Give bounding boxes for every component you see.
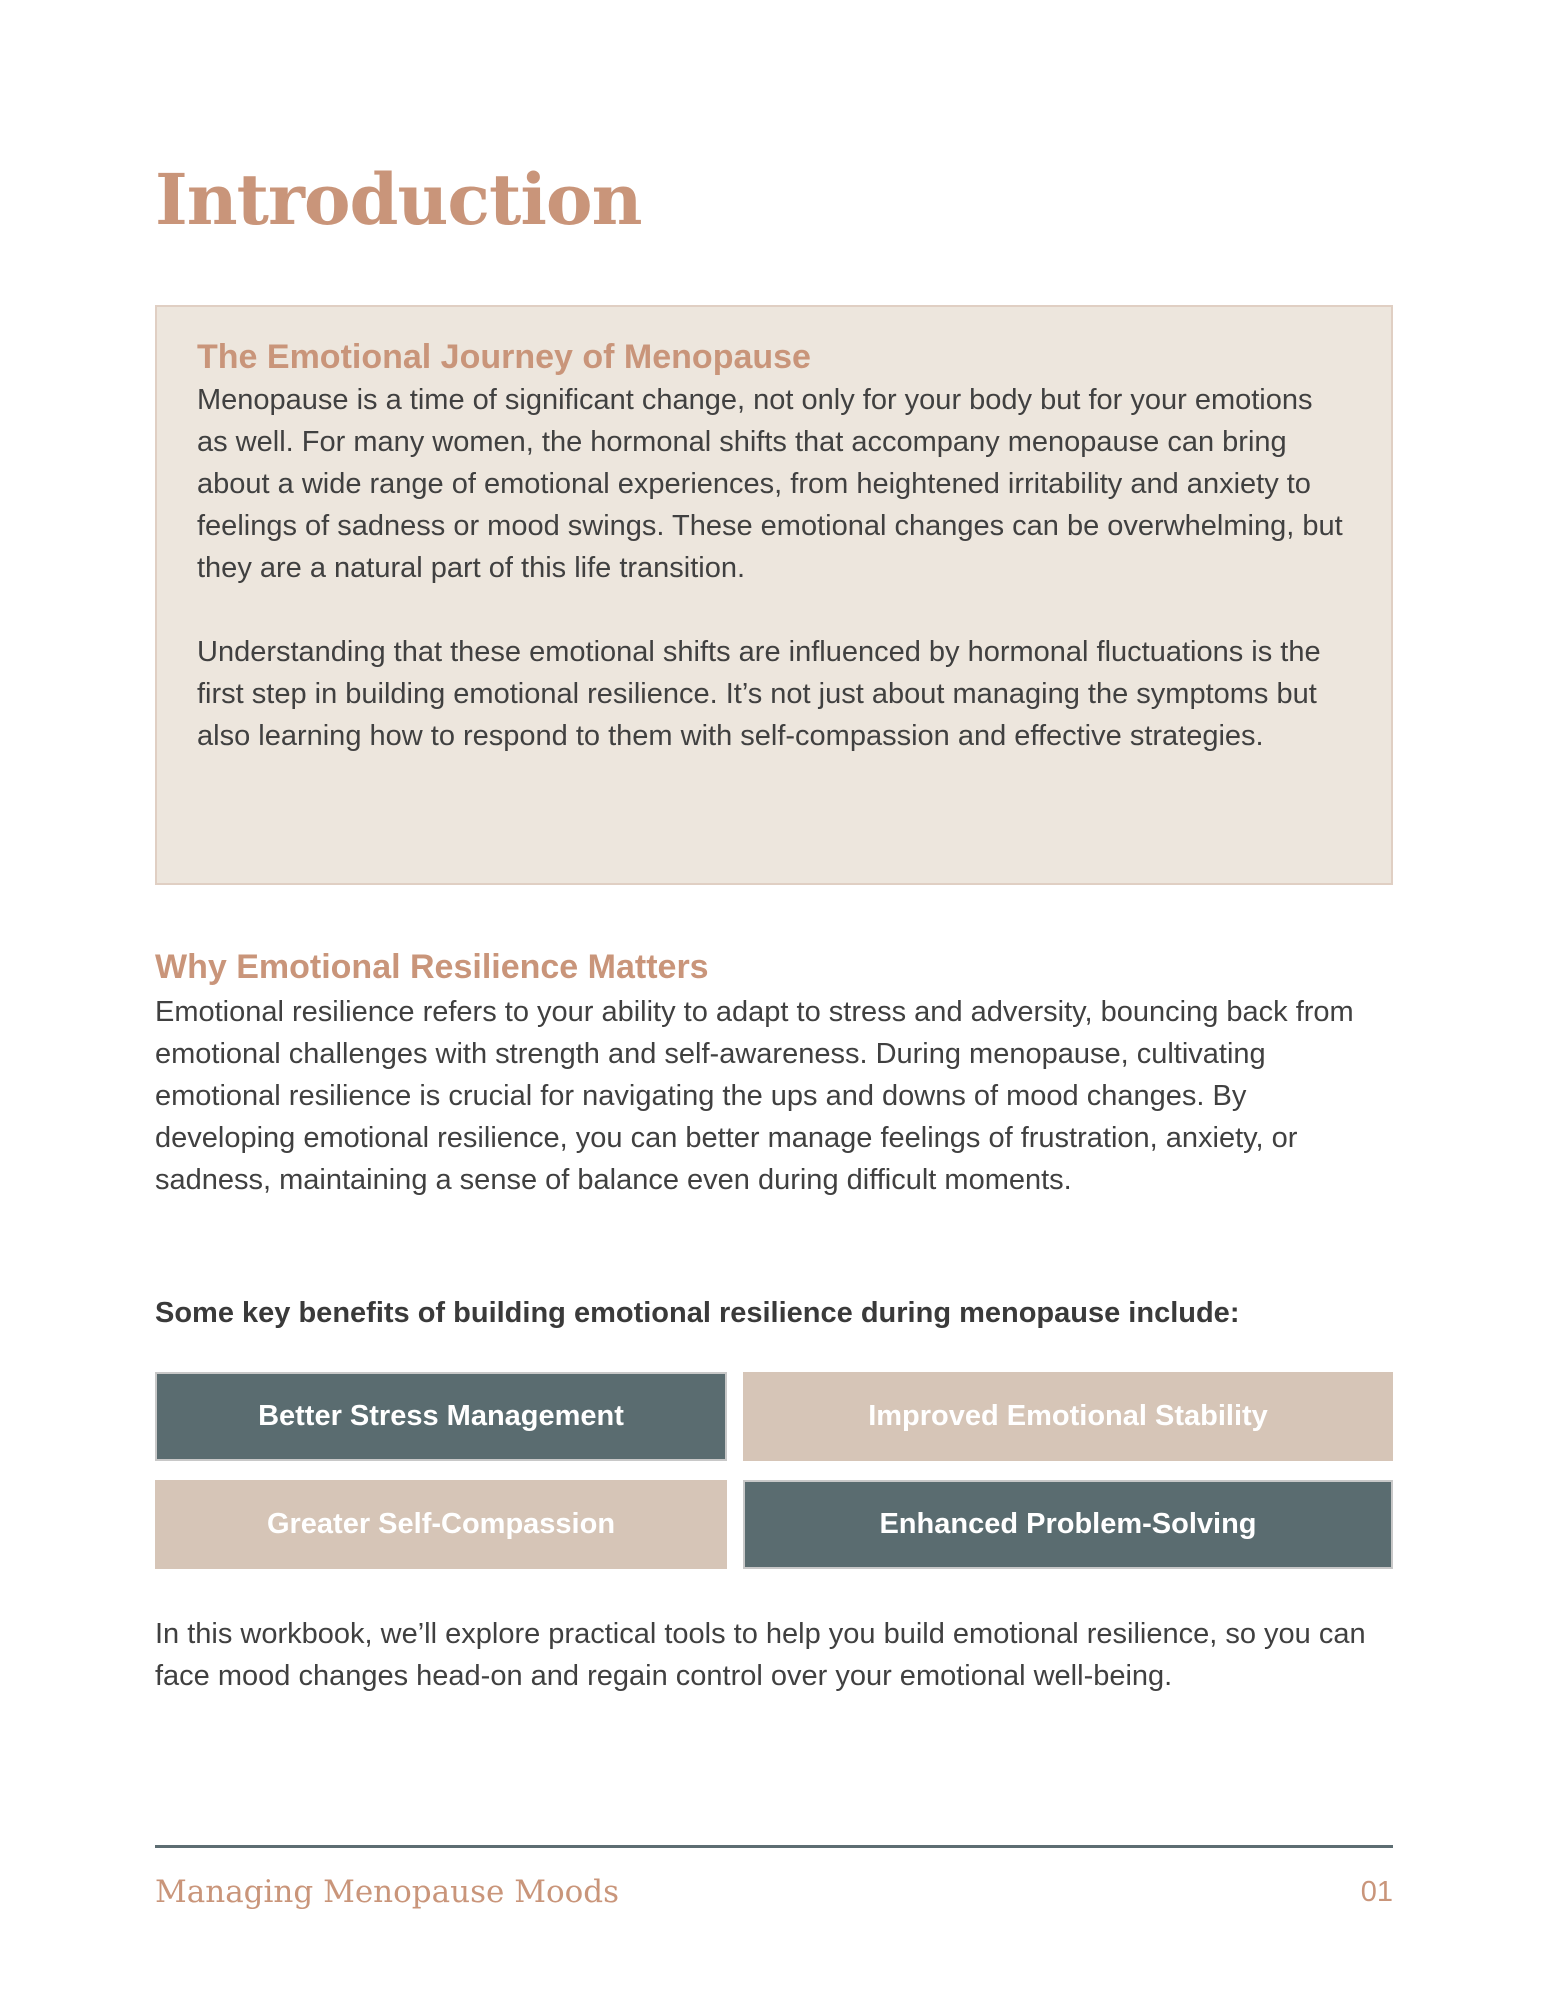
why-resilience-section: [155, 945, 1393, 1201]
footer-page-number: 01: [1360, 1876, 1393, 1908]
intro-paragraph-2: Understanding that these emotional shifts are influenced by hormonal fluctuations is the first step in building emotional resilience. It’s not just about managing the symptoms but also learning how to respond to them with self-compassion and effective strategies.: [197, 636, 1321, 752]
footer-document-title: Managing Menopause Moods: [155, 1874, 620, 1910]
why-section-heading: Why Emotional Resilience Matters: [155, 948, 709, 986]
why-section-paragraph: Emotional resilience refers to your ability to adapt to stress and adversity, bouncing back from emotional challenges with strength and self-awareness. During menopause, cultivating emotional resilience is crucial for navigating the ups and downs of mood changes. By developing emotional resilience, you can better manage feelings of frustration, anxiety, or sadness, maintaining a sense of balance even during difficult moments.: [155, 996, 1354, 1196]
benefit-tile-problem-solving: Enhanced Problem-Solving: [743, 1480, 1393, 1569]
intro-callout-box: [155, 305, 1393, 885]
closing-paragraph: In this workbook, we’ll explore practical tools to help you build emotional resilience, so you can face mood changes head-on and regain control over your emotional well-being.: [155, 1618, 1366, 1692]
footer-divider: [155, 1845, 1393, 1848]
benefits-label: Some key benefits of building emotional resilience during menopause include:: [155, 1297, 1240, 1329]
benefit-tile-stress-management: Better Stress Management: [155, 1372, 727, 1461]
intro-box-heading: The Emotional Journey of Menopause: [197, 338, 811, 376]
benefit-tile-self-compassion: Greater Self-Compassion: [155, 1480, 727, 1569]
page-title: Introduction: [155, 158, 642, 241]
benefits-grid: [155, 1372, 1393, 1572]
closing-section: [155, 1613, 1393, 1697]
document-page: [155, 0, 1393, 2000]
benefit-tile-emotional-stability: Improved Emotional Stability: [743, 1372, 1393, 1461]
intro-paragraph-1: Menopause is a time of significant change, not only for your body but for your emotions as well. For many women, the hormonal shifts that accompany menopause can bring about a wide range of emotional experiences, from heightened irritability and anxiety to feelings of sadness or mood swings. These emotional changes can be overwhelming, but they are a natural part of this life transition.: [197, 384, 1343, 584]
